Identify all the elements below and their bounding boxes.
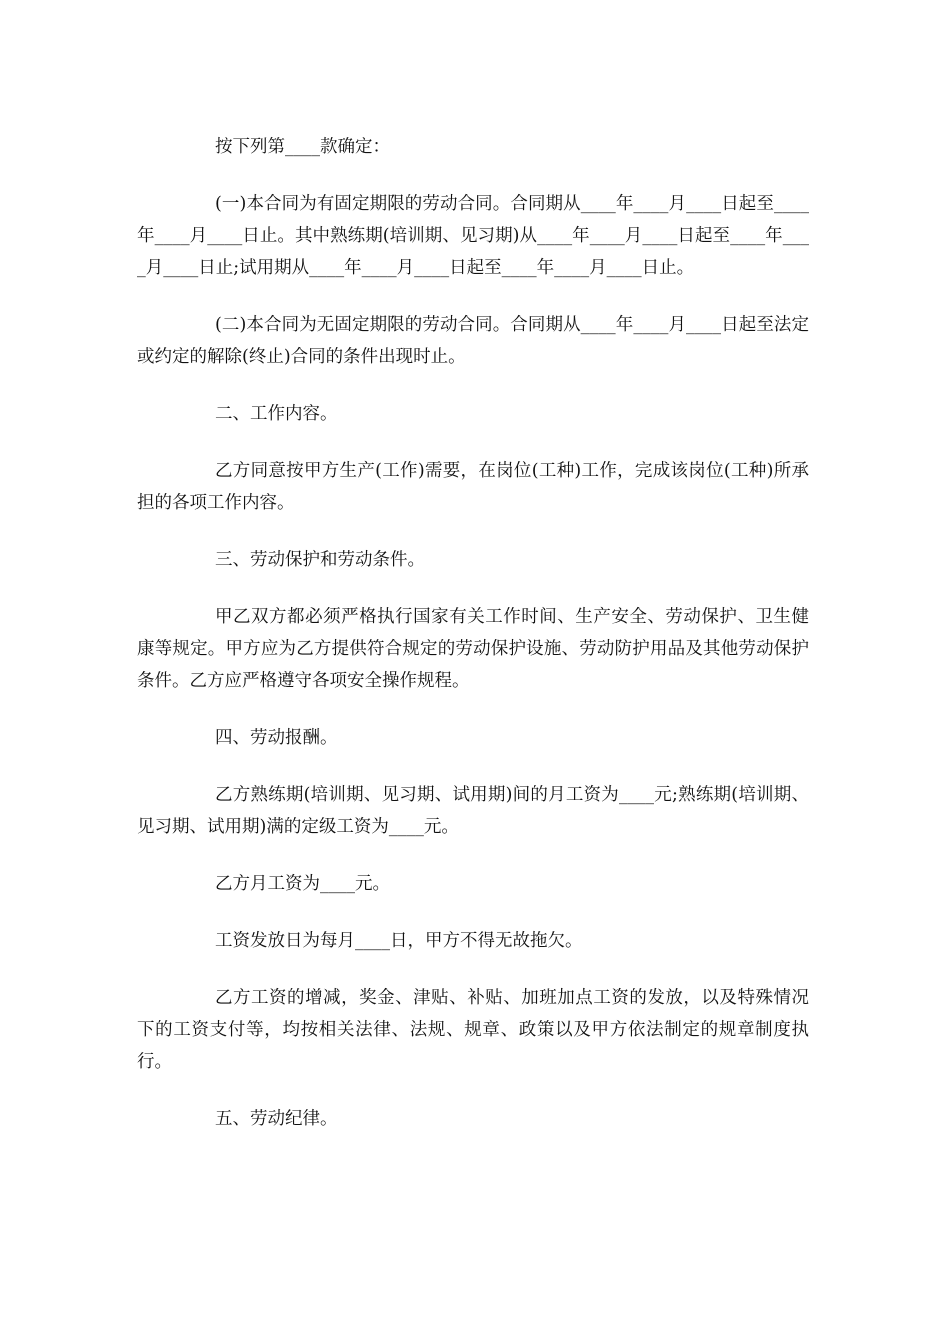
clause-probation-wage: 乙方熟练期(培训期、见习期、试用期)间的月工资为____元;熟练期(培训期、见习期、试用期)满的定级工资为____元。 bbox=[137, 785, 809, 837]
clause-labor-protection: 甲乙双方都必须严格执行国家有关工作时间、生产安全、劳动保护、卫生健康等规定。甲方应为乙方提供符合规定的劳动保护设施、劳动防护用品及其他劳动保护条件。乙方应严格遵守各项安全操作规程。 bbox=[137, 607, 809, 691]
document-body bbox=[137, 131, 809, 1160]
clause-work-content: 乙方同意按甲方生产(工作)需要，在岗位(工种)工作，完成该岗位(工种)所承担的各项工作内容。 bbox=[137, 461, 809, 513]
clause-payday: 工资发放日为每月____日，甲方不得无故拖欠。 bbox=[215, 931, 583, 951]
clause-monthly-wage: 乙方月工资为____元。 bbox=[215, 874, 390, 894]
clause-wage-adjustment: 乙方工资的增减，奖金、津贴、补贴、加班加点工资的发放，以及特殊情况下的工资支付等，均按相关法律、法规、规章、政策以及甲方依法制定的规章制度执行。 bbox=[137, 988, 809, 1072]
clause-open-term-contract: (二)本合同为无固定期限的劳动合同。合同期从____年____月____日起至法定或约定的解除(终止)合同的条件出现时止。 bbox=[137, 315, 809, 367]
clause-term-selection: 按下列第____款确定： bbox=[215, 137, 390, 157]
clause-fixed-term-contract: (一)本合同为有固定期限的劳动合同。合同期从____年____月____日起至____年____月____日止。其中熟练期(培训期、见习期)从____年____月____日起至____年____月____日止;试用期从____年____月____日起至____年____月____日止。 bbox=[137, 194, 809, 278]
section-heading-remuneration: 四、劳动报酬。 bbox=[215, 728, 338, 748]
section-heading-work-content: 二、工作内容。 bbox=[215, 404, 338, 424]
section-heading-labor-protection: 三、劳动保护和劳动条件。 bbox=[215, 550, 425, 570]
section-heading-labor-discipline: 五、劳动纪律。 bbox=[215, 1109, 338, 1129]
